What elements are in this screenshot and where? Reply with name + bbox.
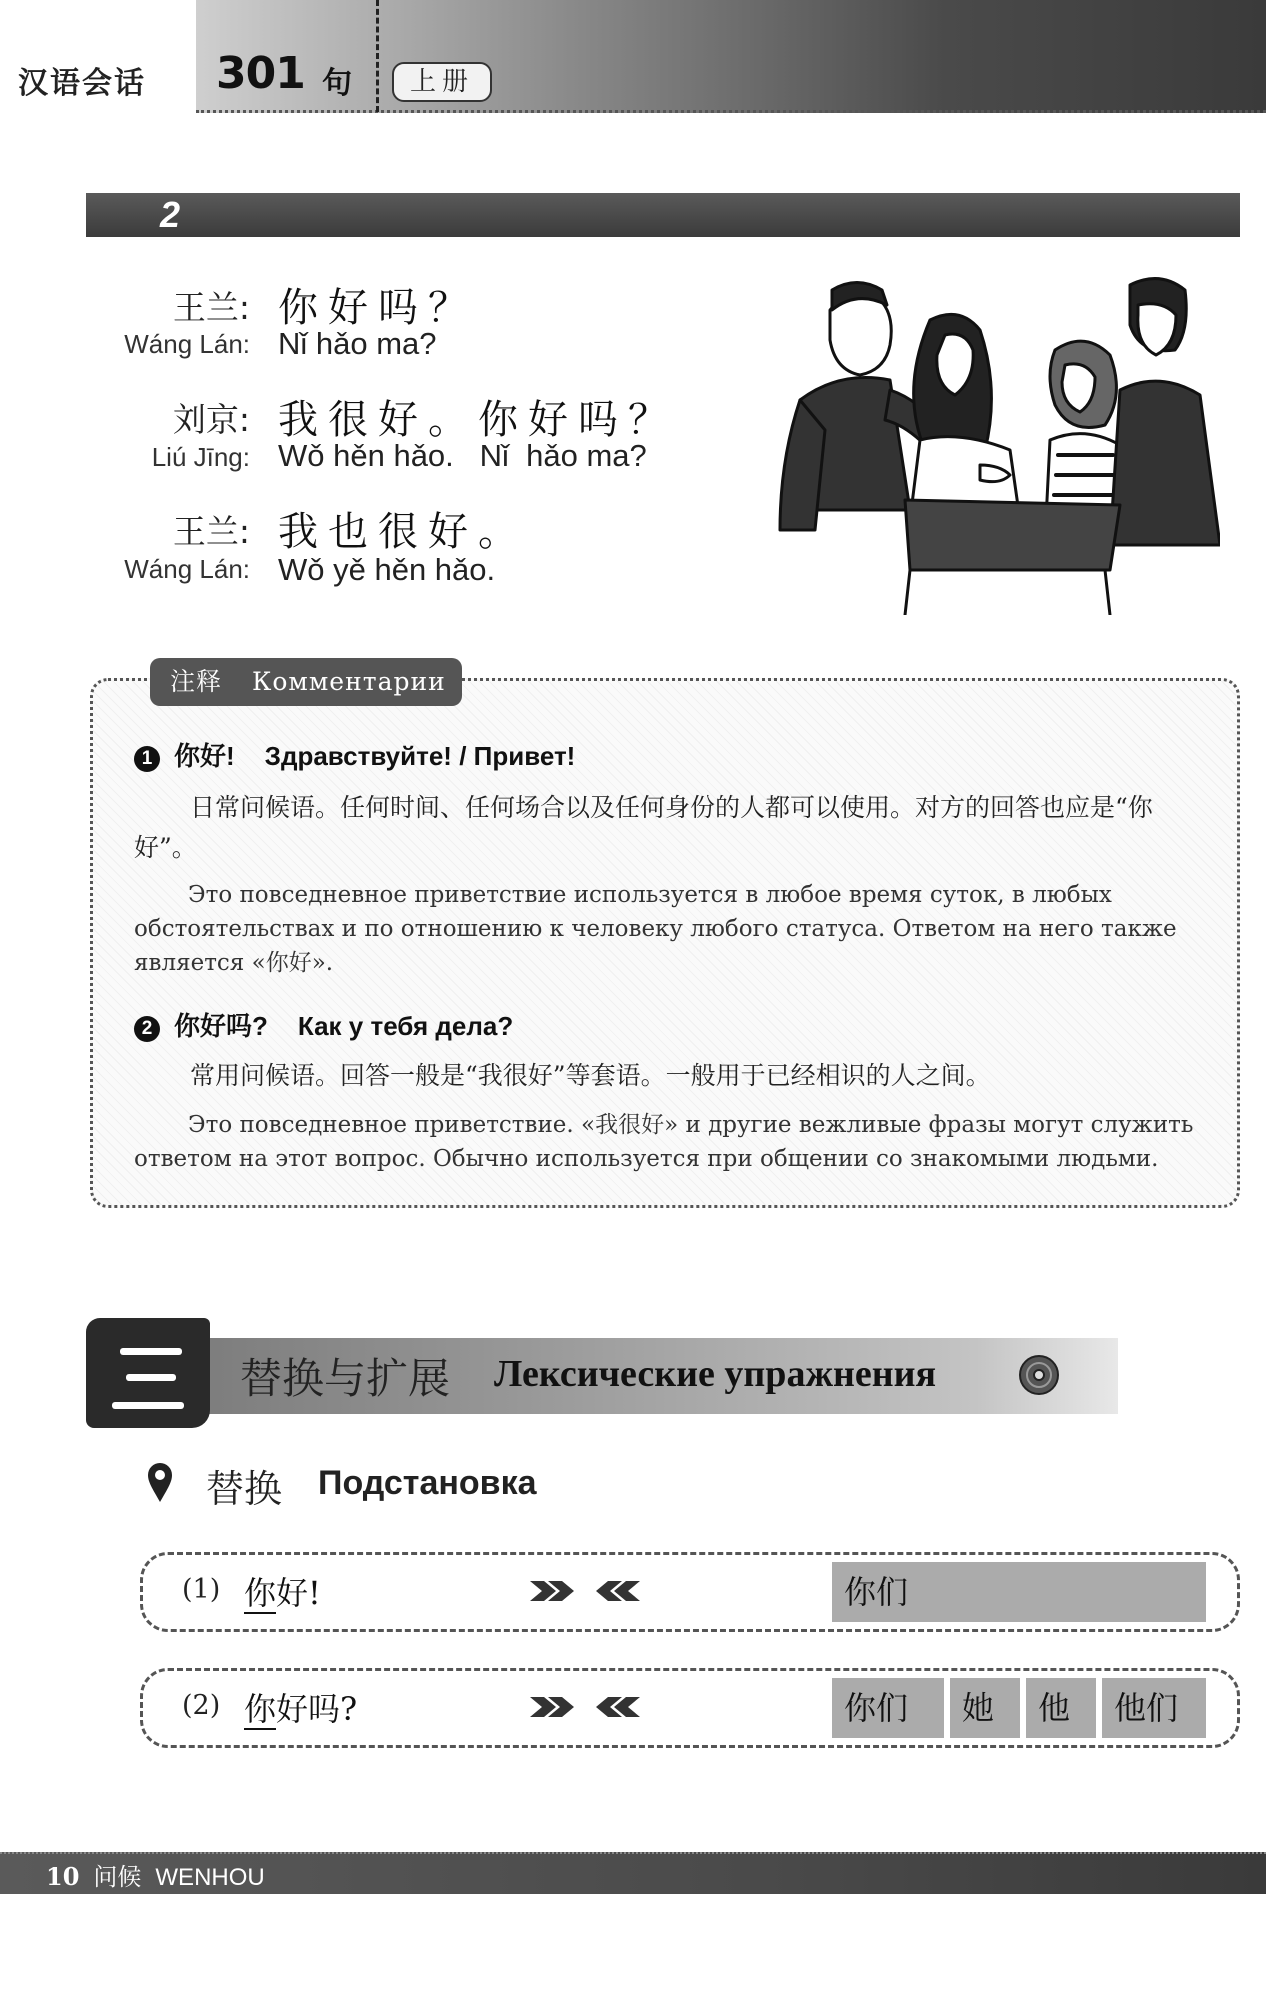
substitution-arrows-icon bbox=[530, 1692, 640, 1722]
note-phrase-ru: Здравствуйте! / Привет! bbox=[264, 741, 576, 771]
section3-title-ru: Лексические упражнения bbox=[494, 1353, 937, 1395]
brand-char: 句 bbox=[322, 66, 352, 101]
speaker-cn: 王兰: bbox=[172, 288, 250, 327]
substitution-option: 她 bbox=[950, 1678, 1020, 1738]
lesson-title-cn: 问候 bbox=[93, 1863, 142, 1891]
volume-badge: 上册 bbox=[392, 62, 492, 102]
dialogue-section-bar bbox=[86, 193, 1240, 237]
note-explanation-cn: 常用问候语。回答一般是“我很好”等套语。一般用于已经相识的人之间。 bbox=[190, 1061, 991, 1090]
substitution-arrows-icon bbox=[530, 1576, 640, 1606]
line-cn: 我也很好。 bbox=[278, 509, 528, 555]
page-header bbox=[0, 0, 1266, 120]
substitution-option: 你们 bbox=[832, 1562, 1206, 1622]
section3-title-cn: 替换与扩展 bbox=[240, 1354, 451, 1403]
subsection-title-cn: 替换 bbox=[206, 1467, 283, 1511]
exercise-phrase-underlined: 你 bbox=[244, 1690, 277, 1728]
note-heading bbox=[134, 736, 575, 773]
speaker-cn: 刘京: bbox=[172, 400, 250, 439]
note-explanation-cn: 日常问候语。任何时间、任何场合以及任何身份的人都可以使用。对方的回答也应是“你好”。 bbox=[134, 793, 1153, 862]
dialogue-section-number: 2 bbox=[160, 194, 181, 235]
line-pinyin: Wǒ yě hěn hǎo. bbox=[278, 552, 496, 587]
notes-tab-cn: 注释 bbox=[170, 667, 223, 696]
substitution-option: 他们 bbox=[1102, 1678, 1206, 1738]
note-number: 1 bbox=[134, 746, 160, 772]
note-heading bbox=[134, 1006, 513, 1043]
note-number: 2 bbox=[134, 1016, 160, 1042]
speaker-pinyin: Wáng Lán: bbox=[124, 329, 250, 359]
exercise-phrase-rest: 好吗? bbox=[276, 1690, 358, 1728]
exercise-number: (2) bbox=[182, 1690, 221, 1721]
speaker-pinyin: Liú Jīng: bbox=[151, 442, 250, 472]
section3-numeral-block bbox=[86, 1318, 210, 1428]
exercise-phrase-rest: 好! bbox=[276, 1574, 321, 1612]
line-pinyin: Wǒ hěn hǎo. Nǐ hǎo ma? bbox=[278, 438, 647, 473]
page-footer bbox=[46, 1857, 265, 1892]
exercise-phrase-underlined: 你 bbox=[244, 1574, 277, 1612]
location-pin-icon bbox=[146, 1462, 174, 1504]
people-illustration bbox=[760, 270, 1220, 615]
line-pinyin: Nǐ hǎo ma? bbox=[278, 326, 437, 361]
note-explanation-ru: Это повседневное приветствие. «我很好» и другие вежливые фразы могут служить ответом на этот вопрос. Обычно используется при общении со знакомыми людьми. bbox=[134, 1112, 1194, 1172]
line-cn: 你好吗？ bbox=[278, 285, 478, 331]
header-divider bbox=[376, 0, 379, 112]
lesson-title-en: WENHOU bbox=[155, 1864, 265, 1891]
book-title: 汉语会话 bbox=[18, 66, 146, 101]
note-explanation-ru: Это повседневное приветствие используется в любое время суток, в любых обстоятельствах и по отношению к человеку любого статуса. Ответом на него также является «你好». bbox=[134, 882, 1177, 976]
speaker-cn: 王兰: bbox=[172, 512, 250, 551]
brand-number: 301 bbox=[216, 48, 305, 99]
notes-tab-ru: Комментарии bbox=[252, 667, 446, 696]
audio-disc-icon[interactable] bbox=[1018, 1354, 1060, 1396]
note-phrase-cn: 你好! bbox=[174, 741, 235, 771]
notes-tab bbox=[150, 658, 462, 706]
substitution-option: 他 bbox=[1026, 1678, 1096, 1738]
speaker-pinyin: Wáng Lán: bbox=[124, 554, 250, 584]
note-phrase-ru: Как у тебя дела? bbox=[297, 1011, 514, 1041]
header-band bbox=[196, 0, 1266, 113]
exercise-number: (1) bbox=[182, 1574, 221, 1605]
page-number: 10 bbox=[46, 1862, 80, 1891]
line-cn: 我很好。你好吗？ bbox=[278, 397, 678, 443]
substitution-option: 你们 bbox=[832, 1678, 944, 1738]
exercise-phrase bbox=[244, 1568, 321, 1614]
subsection-title-ru: Подстановка bbox=[318, 1464, 537, 1502]
exercise-phrase bbox=[244, 1684, 357, 1730]
note-phrase-cn: 你好吗? bbox=[174, 1011, 268, 1041]
